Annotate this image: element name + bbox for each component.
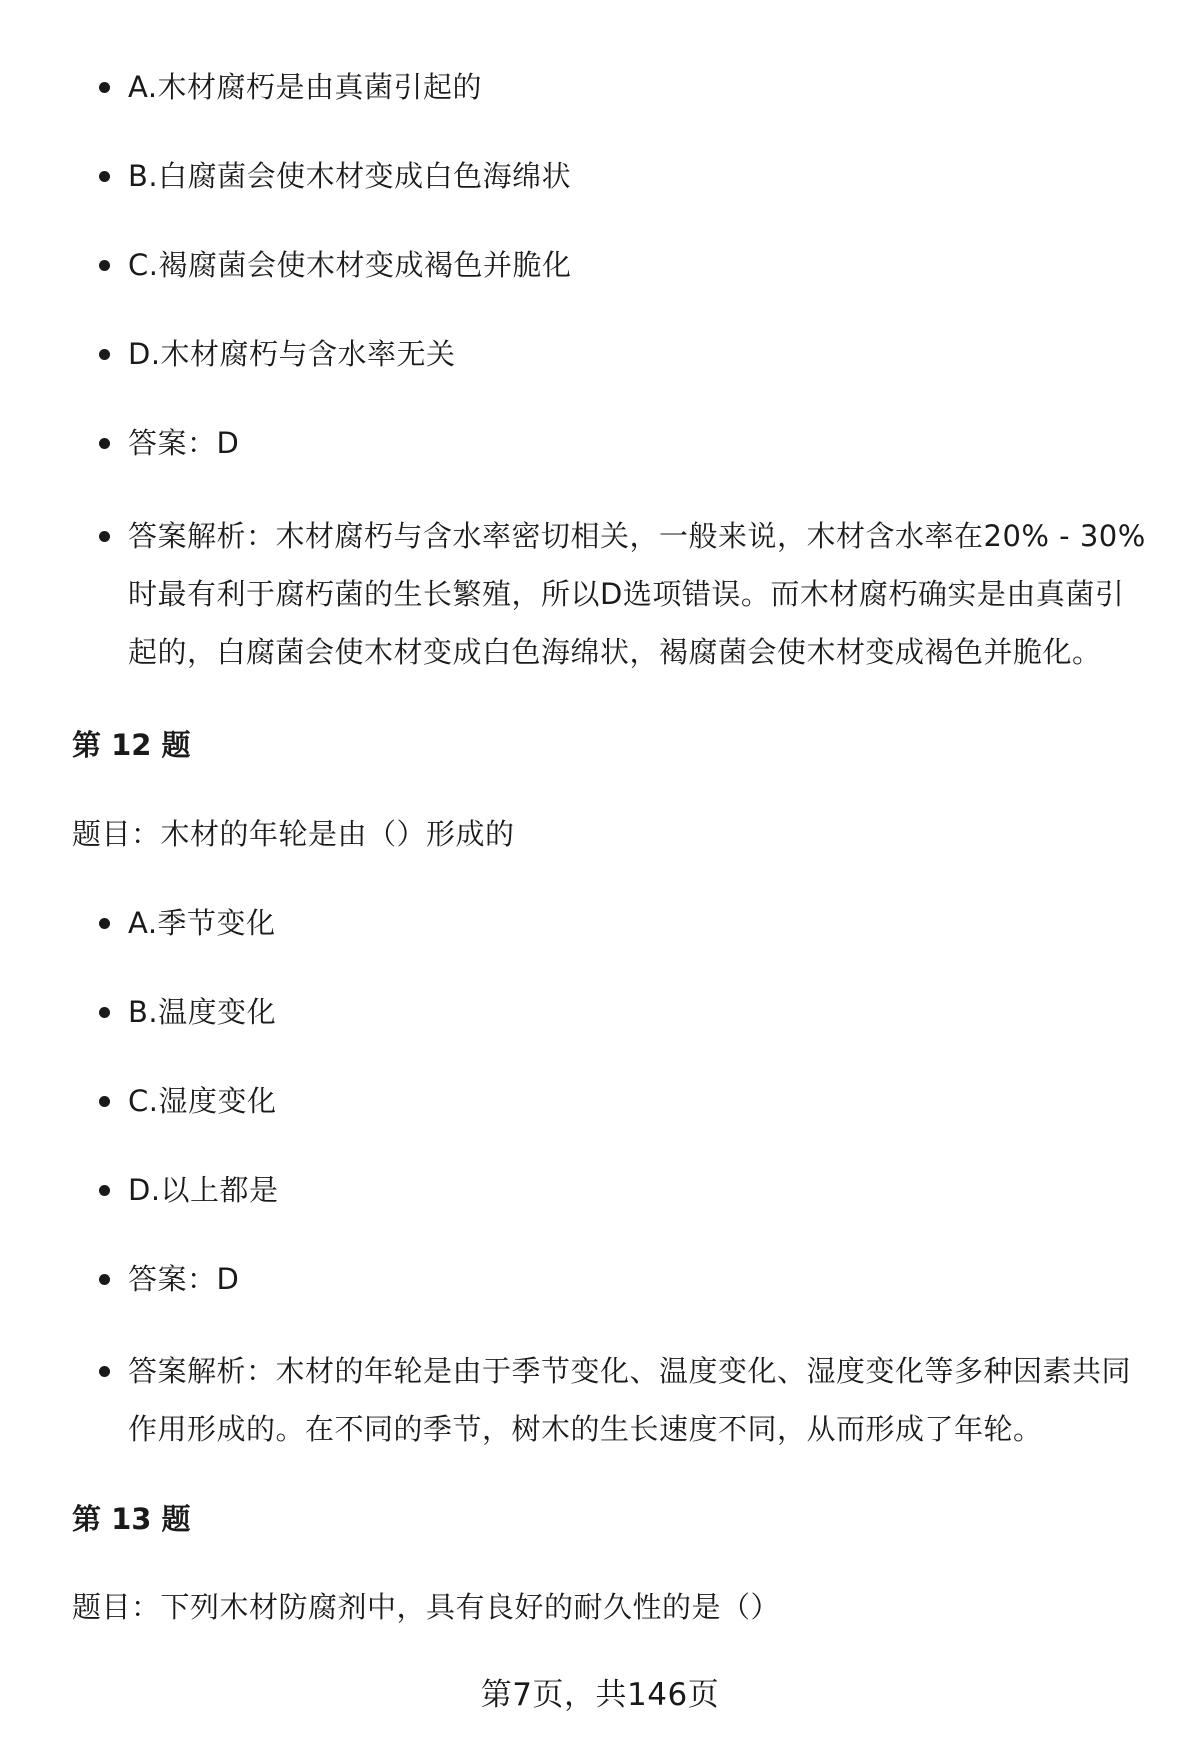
- option-text: C.褐腐菌会使木材变成褐色并脆化: [128, 248, 572, 282]
- question-heading: 第 12 题: [72, 728, 191, 762]
- bullet-icon: [99, 349, 110, 360]
- bullet-icon: [99, 82, 110, 93]
- bullet-icon: [99, 918, 110, 929]
- option-text: B.温度变化: [128, 995, 277, 1029]
- explanation-line: 答案解析：木材的年轮是由于季节变化、温度变化、湿度变化等多种因素共同: [128, 1354, 1132, 1388]
- bullet-icon: [99, 1366, 110, 1377]
- q11-answer: [128, 414, 1158, 472]
- question-stem: 题目：木材的年轮是由（）形成的: [72, 817, 515, 851]
- option-text: A.季节变化: [128, 906, 276, 940]
- answer-text: 答案：D: [128, 426, 240, 460]
- q11-option-d: [128, 325, 1158, 383]
- q11-option-b: [128, 147, 1158, 205]
- option-text: A.木材腐朽是由真菌引起的: [128, 70, 483, 104]
- q12-option-c: [128, 1072, 1158, 1130]
- question-stem: 题目：下列木材防腐剂中，具有良好的耐久性的是（）: [72, 1590, 781, 1624]
- q12-option-b: [128, 983, 1158, 1041]
- option-text: B.白腐菌会使木材变成白色海绵状: [128, 159, 572, 193]
- question-heading: 第 13 题: [72, 1502, 191, 1536]
- bullet-icon: [99, 1007, 110, 1018]
- q11-option-c: [128, 236, 1158, 294]
- option-text: D.木材腐朽与含水率无关: [128, 337, 456, 371]
- page-number-footer: 第7页，共146页: [480, 1677, 720, 1713]
- option-text: D.以上都是: [128, 1173, 279, 1207]
- option-text: C.湿度变化: [128, 1084, 277, 1118]
- bullet-icon: [99, 171, 110, 182]
- q12-option-d: [128, 1161, 1158, 1219]
- explanation-line: 答案解析：木材腐朽与含水率密切相关，一般来说，木材含水率在20% - 30%: [128, 519, 1146, 553]
- answer-text: 答案：D: [128, 1262, 240, 1296]
- explanation-line: 作用形成的。在不同的季节，树木的生长速度不同，从而形成了年轮。: [128, 1412, 1043, 1446]
- bullet-icon: [99, 260, 110, 271]
- q12-explanation: [128, 1342, 1158, 1458]
- q11-explanation: [128, 507, 1158, 681]
- explanation-line: 时最有利于腐朽菌的生长繁殖，所以D选项错误。而木材腐朽确实是由真菌引: [128, 577, 1125, 611]
- bullet-icon: [99, 438, 110, 449]
- q12-option-a: [128, 894, 1158, 952]
- bullet-icon: [99, 1185, 110, 1196]
- bullet-icon: [99, 1274, 110, 1285]
- bullet-icon: [99, 1096, 110, 1107]
- q12-answer: [128, 1250, 1158, 1308]
- bullet-icon: [99, 531, 110, 542]
- explanation-line: 起的，白腐菌会使木材变成白色海绵状，褐腐菌会使木材变成褐色并脆化。: [128, 635, 1102, 669]
- q11-option-a: [128, 58, 1158, 116]
